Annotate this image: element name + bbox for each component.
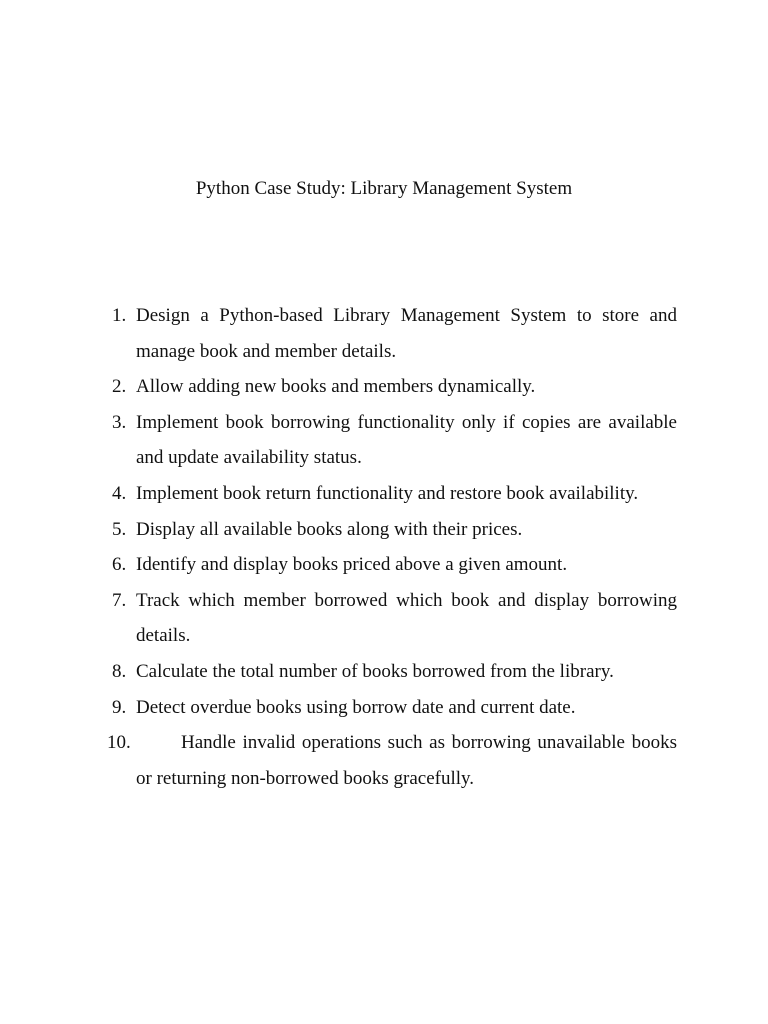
list-item-number: 9. <box>112 696 127 718</box>
list-item-number: 6. <box>112 554 127 576</box>
list-item-number: 1. <box>112 305 127 326</box>
list-item-number: 10. <box>107 732 131 754</box>
list-item-number: 8. <box>112 660 127 682</box>
list-item-text: Detect overdue books using borrow date and current date. <box>136 696 576 718</box>
list-item <box>107 547 677 583</box>
list-item-number: 5. <box>112 518 127 540</box>
list-item <box>107 405 677 476</box>
list-item-text: Calculate the total number of books borrowed from the library. <box>136 660 614 682</box>
task-list <box>107 298 677 796</box>
list-item-text: Identify and display books priced above a given amount. <box>136 554 568 576</box>
list-item-text: Track which member borrowed which book and display borrowing details. <box>136 589 677 647</box>
list-item <box>107 298 677 369</box>
list-item <box>107 654 677 690</box>
list-item-text: Design a Python-based Library Management System to store and manage book and member details. <box>136 305 677 362</box>
list-item-number: 2. <box>112 376 127 398</box>
list-item <box>107 512 677 548</box>
list-item <box>107 476 677 512</box>
list-item <box>107 690 677 726</box>
list-item <box>107 725 677 796</box>
list-item-text: Display all available books along with their prices. <box>136 518 523 540</box>
list-item <box>107 583 677 654</box>
list-item-text: Implement book return functionality and restore book availability. <box>136 482 639 504</box>
list-item-text: Handle invalid operations such as borrowing unavailable books or returning non-borrowed books gracefully. <box>136 732 677 789</box>
list-item-number: 3. <box>112 411 127 433</box>
list-item-number: 7. <box>112 589 127 611</box>
list-item-text: Allow adding new books and members dynamically. <box>136 376 536 398</box>
document-title: Python Case Study: Library Management System <box>195 178 573 199</box>
list-item-number: 4. <box>112 482 127 504</box>
list-item <box>107 369 677 405</box>
list-item-text: Implement book borrowing functionality only if copies are available and update availability status. <box>136 411 677 469</box>
